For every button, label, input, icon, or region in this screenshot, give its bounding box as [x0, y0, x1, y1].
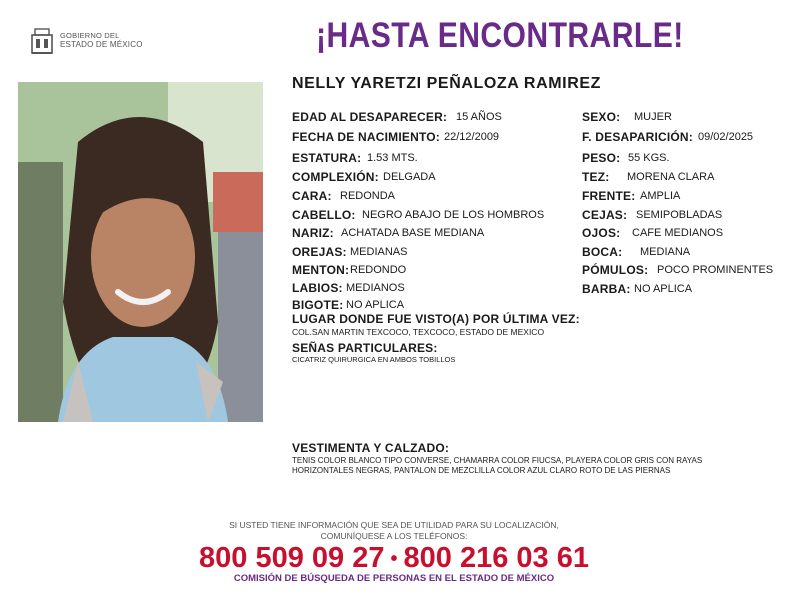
value-cara: REDONDA — [340, 190, 396, 202]
label-cejas: CEJAS: — [582, 208, 628, 222]
label-tez: TEZ: — [582, 170, 610, 184]
value-barba: NO APLICA — [634, 283, 693, 295]
value-cabello: NEGRO ABAJO DE LOS HOMBROS — [362, 209, 545, 221]
phone-separator: • — [390, 547, 398, 570]
headline: ¡HASTA ENCONTRARLE! — [316, 16, 684, 55]
marks-value: CICATRIZ QUIRURGICA EN AMBOS TOBILLOS — [292, 355, 456, 364]
label-menton: MENTON: — [292, 263, 350, 277]
label-nacimiento: FECHA DE NACIMIENTO: — [292, 130, 440, 144]
contact-note-line-2: COMUNÍQUESE A LOS TELÉFONOS: — [320, 531, 468, 541]
label-pomulos: PÓMULOS: — [582, 263, 649, 277]
clothing-line-1: TENIS COLOR BLANCO TIPO CONVERSE, CHAMARRA COLOR FIUCSA, PLAYERA COLOR GRIS CON RAYAS — [292, 456, 703, 465]
label-barba: BARBA: — [582, 282, 631, 296]
label-estatura: ESTATURA: — [292, 151, 362, 165]
last-seen-label: LUGAR DONDE FUE VISTO(A) POR ÚLTIMA VEZ: — [292, 312, 580, 326]
value-nacimiento: 22/12/2009 — [444, 131, 500, 143]
commission-name: COMISIÓN DE BÚSQUEDA DE PERSONAS EN EL ESTADO DE MÉXICO — [233, 573, 555, 584]
label-cabello: CABELLO: — [292, 208, 356, 222]
government-logo — [30, 26, 170, 56]
value-boca: MEDIANA — [640, 246, 691, 258]
label-bigote: BIGOTE: — [292, 298, 344, 312]
label-frente: FRENTE: — [582, 189, 636, 203]
value-bigote: NO APLICA — [346, 299, 405, 311]
logo-line-1: GOBIERNO DEL — [60, 31, 120, 40]
contact-note-line-1: SI USTED TIENE INFORMACIÓN QUE SEA DE UTILIDAD PARA SU LOCALIZACIÓN, — [229, 520, 559, 530]
value-orejas: MEDIANAS — [350, 246, 408, 258]
person-photo — [18, 82, 263, 422]
value-peso: 55 KGS. — [628, 152, 670, 164]
logo-line-2: ESTADO DE MÉXICO — [60, 40, 143, 49]
value-ojos: CAFE MEDIANOS — [632, 227, 724, 239]
label-complexion: COMPLEXIÓN: — [292, 170, 379, 184]
label-edad: EDAD AL DESAPARECER: — [292, 110, 448, 124]
label-orejas: OREJAS: — [292, 245, 347, 259]
value-nariz: ACHATADA BASE MEDIANA — [341, 227, 485, 239]
phone-number-2[interactable]: 800 216 03 61 — [403, 542, 589, 574]
value-desaparicion: 09/02/2025 — [698, 131, 754, 143]
clothing-line-2: HORIZONTALES NEGRAS, PANTALON DE MEZCLILLA COLOR AZUL CLARO ROTO DE LAS PIERNAS — [292, 466, 671, 475]
label-sexo: SEXO: — [582, 110, 621, 124]
value-labios: MEDIANOS — [346, 282, 405, 294]
value-estatura: 1.53 MTS. — [367, 152, 418, 164]
marks-label: SEÑAS PARTICULARES: — [292, 341, 438, 355]
label-boca: BOCA: — [582, 245, 623, 259]
value-pomulos: POCO PROMINENTES — [657, 264, 774, 276]
person-name: NELLY YARETZI PEÑALOZA RAMIREZ — [292, 75, 601, 92]
label-nariz: NARIZ: — [292, 226, 334, 240]
label-desaparicion: F. DESAPARICIÓN: — [582, 130, 693, 144]
label-cara: CARA: — [292, 189, 332, 203]
value-cejas: SEMIPOBLADAS — [636, 209, 723, 221]
phone-number-1[interactable]: 800 509 09 27 — [199, 542, 385, 574]
value-menton: REDONDO — [350, 264, 407, 276]
label-ojos: OJOS: — [582, 226, 621, 240]
last-seen-value: COL.SAN MARTIN TEXCOCO, TEXCOCO, ESTADO DE MEXICO — [292, 327, 545, 337]
value-frente: AMPLIA — [640, 190, 681, 202]
phone-numbers — [0, 542, 788, 575]
state-seal-icon — [30, 26, 54, 56]
label-labios: LABIOS: — [292, 281, 343, 295]
value-edad: 15 AÑOS — [456, 111, 502, 123]
clothing-label: VESTIMENTA Y CALZADO: — [292, 441, 450, 455]
value-sexo: MUJER — [634, 111, 672, 123]
value-tez: MORENA CLARA — [627, 171, 715, 183]
label-peso: PESO: — [582, 151, 621, 165]
value-complexion: DELGADA — [383, 171, 436, 183]
